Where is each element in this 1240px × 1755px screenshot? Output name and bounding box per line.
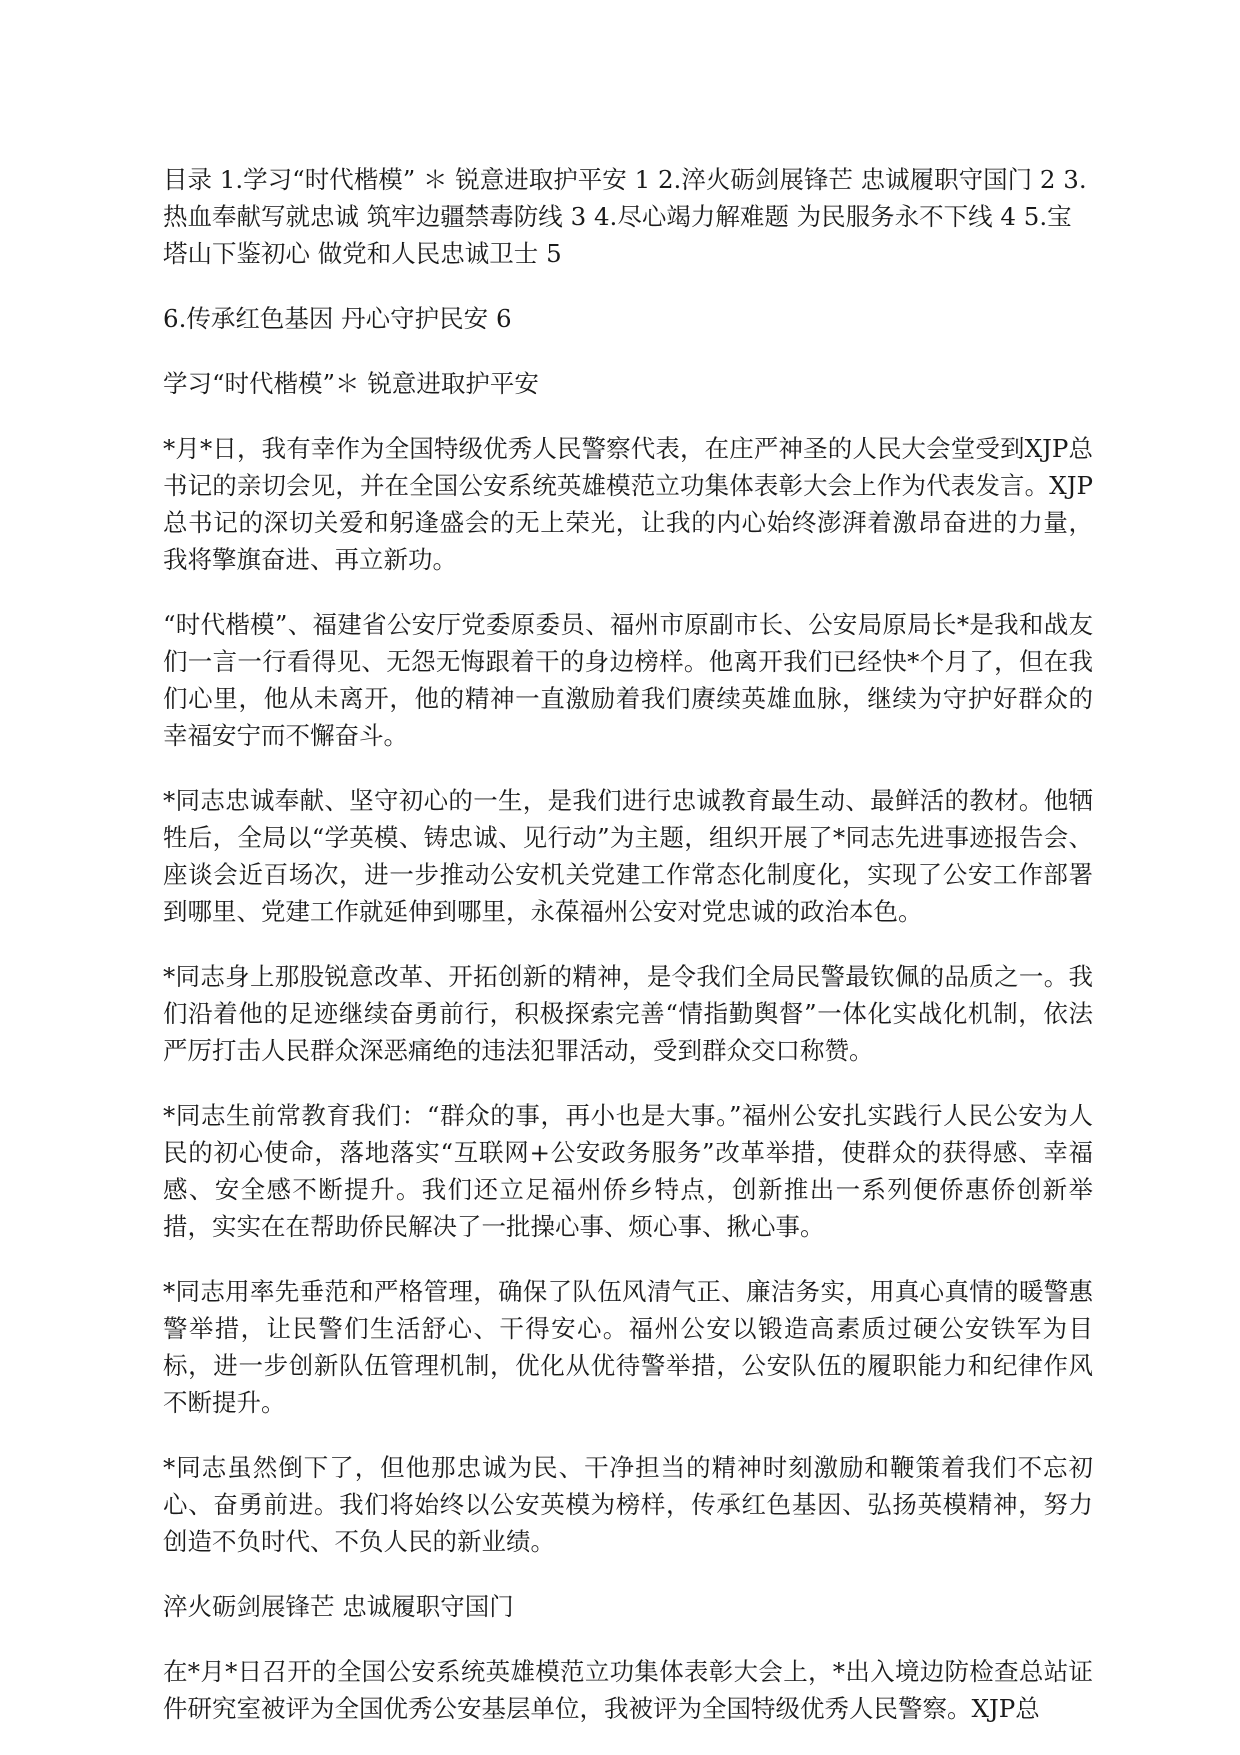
- paragraph: *同志虽然倒下了，但他那忠诚为民、干净担当的精神时刻激励和鞭策着我们不忘初心、奋勇前进。我们将始终以公安英模为榜样，传承红色基因、弘扬英模精神，努力创造不负时代、不负人民的新业绩。: [163, 1453, 1093, 1556]
- paragraph: “时代楷模”、福建省公安厅党委原委员、福州市原副市长、公安局原局长*是我和战友们一言一行看得见、无怨无悔跟着干的身边榜样。他离开我们已经快*个月了，但在我们心里，他从未离开，他的精神一直激励着我们赓续英雄血脉，继续为守护好群众的幸福安宁而不懈奋斗。: [163, 610, 1093, 750]
- table-of-contents: 目录 1.学习“时代楷模” ＊ 锐意进取护平安 1 2.淬火砺剑展锋芒 忠诚履职守国门 2 3.热血奉献写就忠诚 筑牢边疆禁毒防线 3 4.尽心竭力解难题 为民服务永不下线 4 5.宝塔山下鉴初心 做党和人民忠诚卫士 5: [163, 165, 1087, 268]
- section-title-1: 学习“时代楷模”＊ 锐意进取护平安: [163, 369, 539, 398]
- paragraph: *同志用率先垂范和严格管理，确保了队伍风清气正、廉洁务实，用真心真情的暖警惠警举措，让民警们生活舒心、干得安心。福州公安以锻造高素质过硬公安铁军为目标，进一步创新队伍管理机制，优化从优待警举措，公安队伍的履职能力和纪律作风不断提升。: [163, 1277, 1093, 1417]
- paragraph: *同志忠诚奉献、坚守初心的一生，是我们进行忠诚教育最生动、最鲜活的教材。他牺牲后，全局以“学英模、铸忠诚、见行动”为主题，组织开展了*同志先进事迹报告会、座谈会近百场次，进一步推动公安机关党建工作常态化制度化，实现了公安工作部署到哪里、党建工作就延伸到哪里，永葆福州公安对党忠诚的政治本色。: [163, 786, 1093, 926]
- paragraph: *月*日，我有幸作为全国特级优秀人民警察代表，在庄严神圣的人民大会堂受到XJP总书记的亲切会见，并在全国公安系统英雄模范立功集体表彰大会上作为代表发言。XJP总书记的深切关爱和躬逢盛会的无上荣光，让我的内心始终澎湃着激昂奋进的力量，我将擎旗奋进、再立新功。: [163, 434, 1093, 574]
- paragraph: *同志生前常教育我们：“群众的事，再小也是大事。”福州公安扎实践行人民公安为人民的初心使命，落地落实“互联网+公安政务服务”改革举措，使群众的获得感、幸福感、安全感不断提升。我们还立足福州侨乡特点，创新推出一系列便侨惠侨创新举措，实实在在帮助侨民解决了一批操心事、烦心事、揪心事。: [163, 1101, 1093, 1241]
- paragraph: *同志身上那股锐意改革、开拓创新的精神，是令我们全局民警最钦佩的品质之一。我们沿着他的足迹继续奋勇前行，积极探索完善“情指勤舆督”一体化实战化机制，依法严厉打击人民群众深恶痛绝的违法犯罪活动，受到群众交口称赞。: [163, 962, 1093, 1065]
- paragraph: 在*月*日召开的全国公安系统英雄模范立功集体表彰大会上，*出入境边防检查总站证件研究室被评为全国优秀公安基层单位，我被评为全国特级优秀人民警察。XJP总: [163, 1657, 1093, 1723]
- table-of-contents-continued: 6.传承红色基因 丹心守护民安 6: [163, 304, 512, 333]
- document-page: [163, 161, 1093, 1755]
- section-title-2: 淬火砺剑展锋芒 忠诚履职守国门: [163, 1592, 514, 1621]
